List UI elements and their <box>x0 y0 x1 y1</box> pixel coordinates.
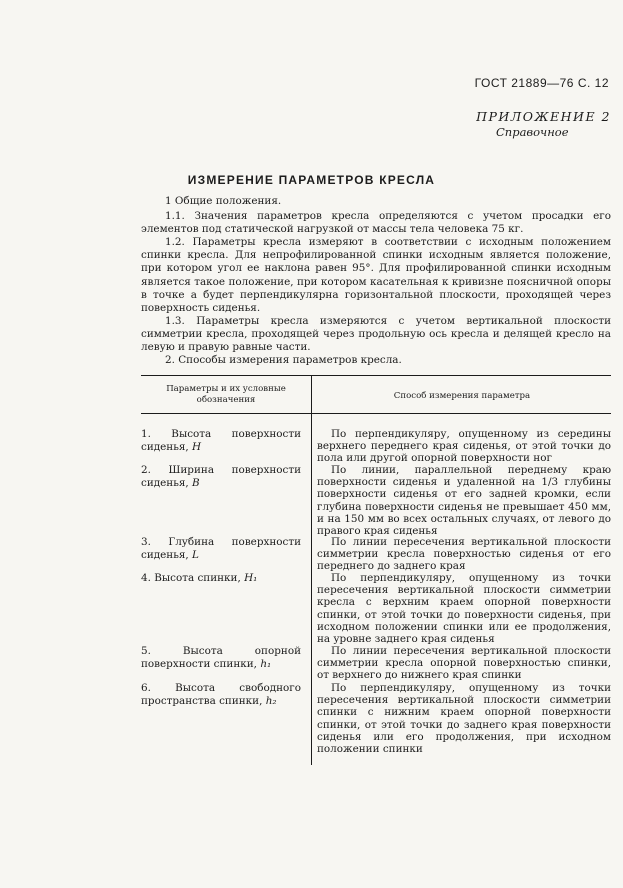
table-row-param: 3. Глубина поверхности сиденья, L <box>141 536 301 561</box>
body-text <box>141 195 611 367</box>
table-row-method: По перпендикуляру, опущенному из точки пересечения вертикальной плоскости симметрии кресла с верхним краем опорной поверхности спинки, от этой точки до поверхности сиденья, при исходном положении спинки или ее продолжения, на уровне заднего края сиденья <box>317 572 611 646</box>
param-symbol: H <box>192 441 202 453</box>
table-row-param: 6. Высота свободного пространства спинки, h₂ <box>141 682 301 707</box>
section-2-heading: 2. Способы измерения параметров кресла. <box>165 354 402 367</box>
appendix-title: ПРИЛОЖЕНИЕ 2 <box>476 109 611 124</box>
section-1-heading: 1 Общие положения. <box>165 195 282 207</box>
table-row-method: По линии, параллельной переднему краю поверхности сиденья и удаленной на 1/3 глубины поверхности сиденья от его задней кромки, если глубина поверхности сиденья не превышает 450 мм, и на 150 мм во всех остальных случаях, от левого до правого края сиденья <box>317 464 611 538</box>
table-row-param: 5. Высота опорной поверхности спинки, h₁ <box>141 645 301 670</box>
table-row-param: 1. Высота поверхности сиденья, H <box>141 428 301 453</box>
param-symbol: H₁ <box>244 572 258 584</box>
param-symbol: L <box>192 549 199 561</box>
table-column-divider <box>311 375 312 765</box>
page-title: ИЗМЕРЕНИЕ ПАРАМЕТРОВ КРЕСЛА <box>187 173 436 187</box>
table-row-method: По перпендикуляру, опущенному из середины верхнего переднего края сиденья, от этой точки до пола или другой опорной поверхности ног <box>317 428 611 465</box>
table-header-rule <box>141 413 611 414</box>
table-row-method: По линии пересечения вертикальной плоскости симметрии кресла опорной поверхностью спинки, от верхнего до нижнего края спинки <box>317 645 611 682</box>
param-symbol: h₁ <box>260 658 272 670</box>
table-row-method: По перпендикуляру, опущенному из точки пересечения вертикальной плоскости симметрии спинки с нижним краем опорной поверхности спинки, от этой точки до заднего края поверхности сиденья или его продолжения, при исходном положении спинки <box>317 682 611 756</box>
table-top-rule <box>141 375 611 376</box>
table-row-method: По линии пересечения вертикальной плоскости симметрии кресла поверхностью сиденья от его переднего до заднего края <box>317 536 611 573</box>
table-header-params: Параметры и их условные обозначения <box>166 384 286 405</box>
table-row-param: 2. Ширина поверхности сиденья, B <box>141 464 301 489</box>
paragraph-1-1: 1.1. Значения параметров кресла определяются с учетом просадки его элементов под статической нагрузкой от массы тела человека 75 кг. <box>141 210 611 236</box>
paragraph-1-3: 1.3. Параметры кресла измеряются с учетом вертикальной плоскости симметрии кресла, проходящей через продольную ось кресла и делящей кресло на левую и правую равные части. <box>141 314 611 354</box>
param-symbol: B <box>192 477 200 489</box>
document-id: ГОСТ 21889—76 С. 12 <box>474 76 609 90</box>
table-header-method: Способ измерения параметра <box>393 391 531 401</box>
param-symbol: h₂ <box>265 695 277 707</box>
table-row-param: 4. Высота спинки, H₁ <box>141 572 258 584</box>
paragraph-1-2: 1.2. Параметры кресла измеряют в соответствии с исходным положением спинки кресла. Для непрофилированной спинки исходным является положение, при котором угол ее наклона равен 95°. Для профилированной спинки исходным является такое положение, при котором касательная к кривизне поясничной опоры в точке a будет перпендикулярна горизонтальной плоскости, проходящей через поверхность сиденья. <box>141 236 611 314</box>
appendix-subtitle: Справочное <box>496 125 569 139</box>
